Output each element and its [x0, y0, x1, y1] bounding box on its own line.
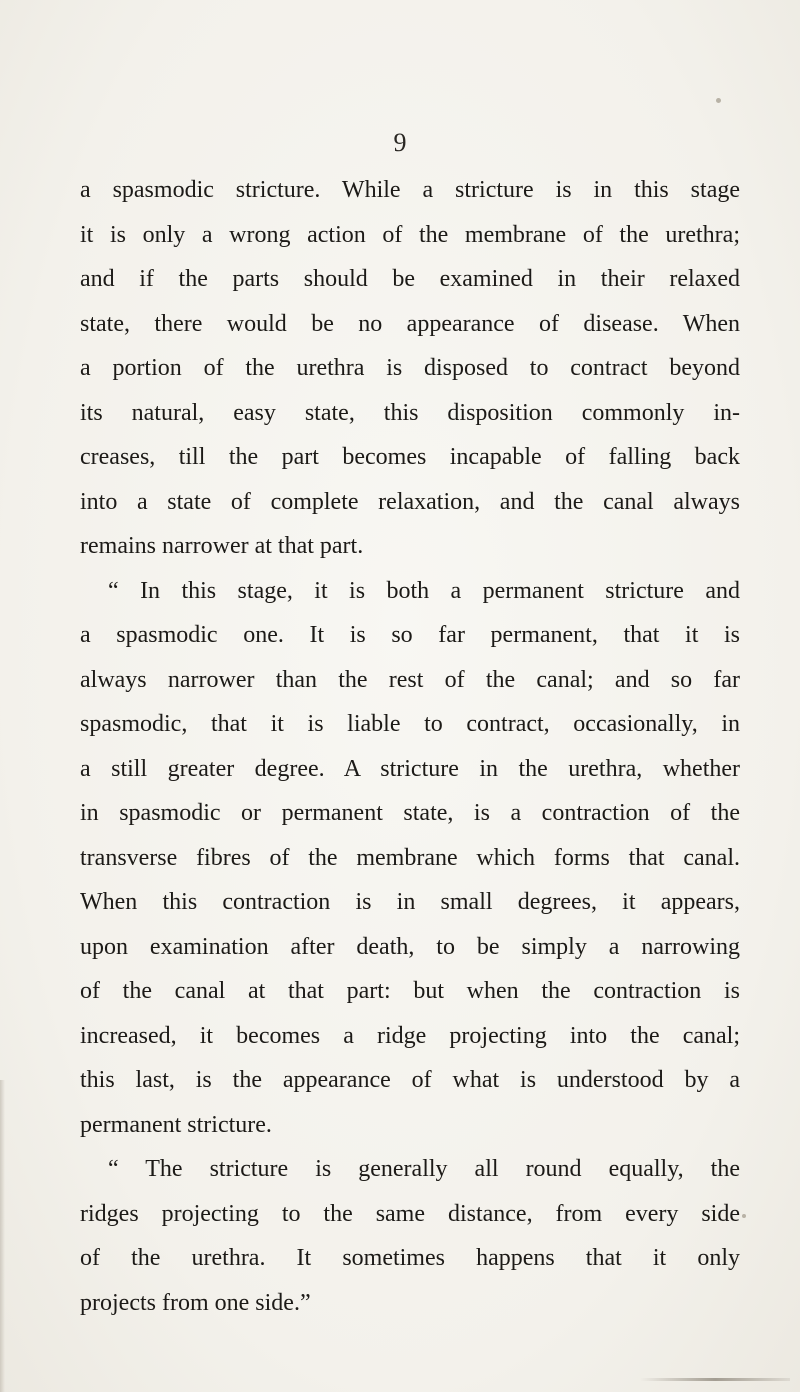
text-line: a spasmodic stricture. While a stricture is in this stage — [80, 177, 740, 203]
text-line: increased, it becomes a ridge projecting into the canal; — [80, 1022, 740, 1049]
text-line: remains narrower at that part. — [80, 533, 364, 559]
text-line: creases, till the part becomes incapable of falling back — [80, 444, 740, 470]
text-line: always narrower than the rest of the canal; and so far — [80, 666, 740, 693]
text-line: of the canal at that part: but when the contraction is — [80, 978, 740, 1004]
text-line: a spasmodic one. It is so far permanent, that it is — [80, 622, 740, 648]
text-line: and if the parts should be examined in their relaxed — [80, 266, 740, 292]
text-line: a still greater degree. A stricture in the urethra, whether — [80, 755, 740, 782]
paper-speck — [716, 98, 721, 103]
text-line: a portion of the urethra is disposed to contract beyond — [80, 355, 740, 381]
text-line: its natural, easy state, this disposition commonly in- — [80, 399, 740, 426]
text-line: in spasmodic or permanent state, is a contraction of the — [80, 800, 740, 826]
text-line: upon examination after death, to be simply a narrowing — [80, 933, 740, 960]
paper-speck — [742, 1214, 746, 1218]
text-line: transverse fibres of the membrane which forms that canal. — [80, 844, 740, 871]
body-text — [80, 168, 740, 1325]
text-line: “ The stricture is generally all round equally, the — [108, 1156, 740, 1182]
text-line: permanent stricture. — [80, 1111, 272, 1138]
text-line: spasmodic, that it is liable to contract, occasionally, in — [80, 711, 740, 737]
text-line: it is only a wrong action of the membrane of the urethra; — [80, 221, 740, 248]
text-line: into a state of complete relaxation, and the canal always — [80, 488, 740, 515]
text-line: ridges projecting to the same distance, from every side — [80, 1200, 740, 1227]
page-number: 9 — [393, 128, 407, 157]
text-line: this last, is the appearance of what is understood by a — [80, 1067, 740, 1093]
text-line: When this contraction is in small degrees, it appears, — [80, 889, 740, 915]
bottom-edge-mark — [640, 1378, 790, 1381]
text-line: of the urethra. It sometimes happens that it only — [80, 1245, 740, 1271]
page-edge-shadow — [0, 1080, 5, 1392]
text-line: “ In this stage, it is both a permanent stricture and — [108, 577, 740, 604]
text-line: projects from one side.” — [80, 1289, 311, 1316]
text-line: state, there would be no appearance of disease. When — [80, 310, 740, 337]
